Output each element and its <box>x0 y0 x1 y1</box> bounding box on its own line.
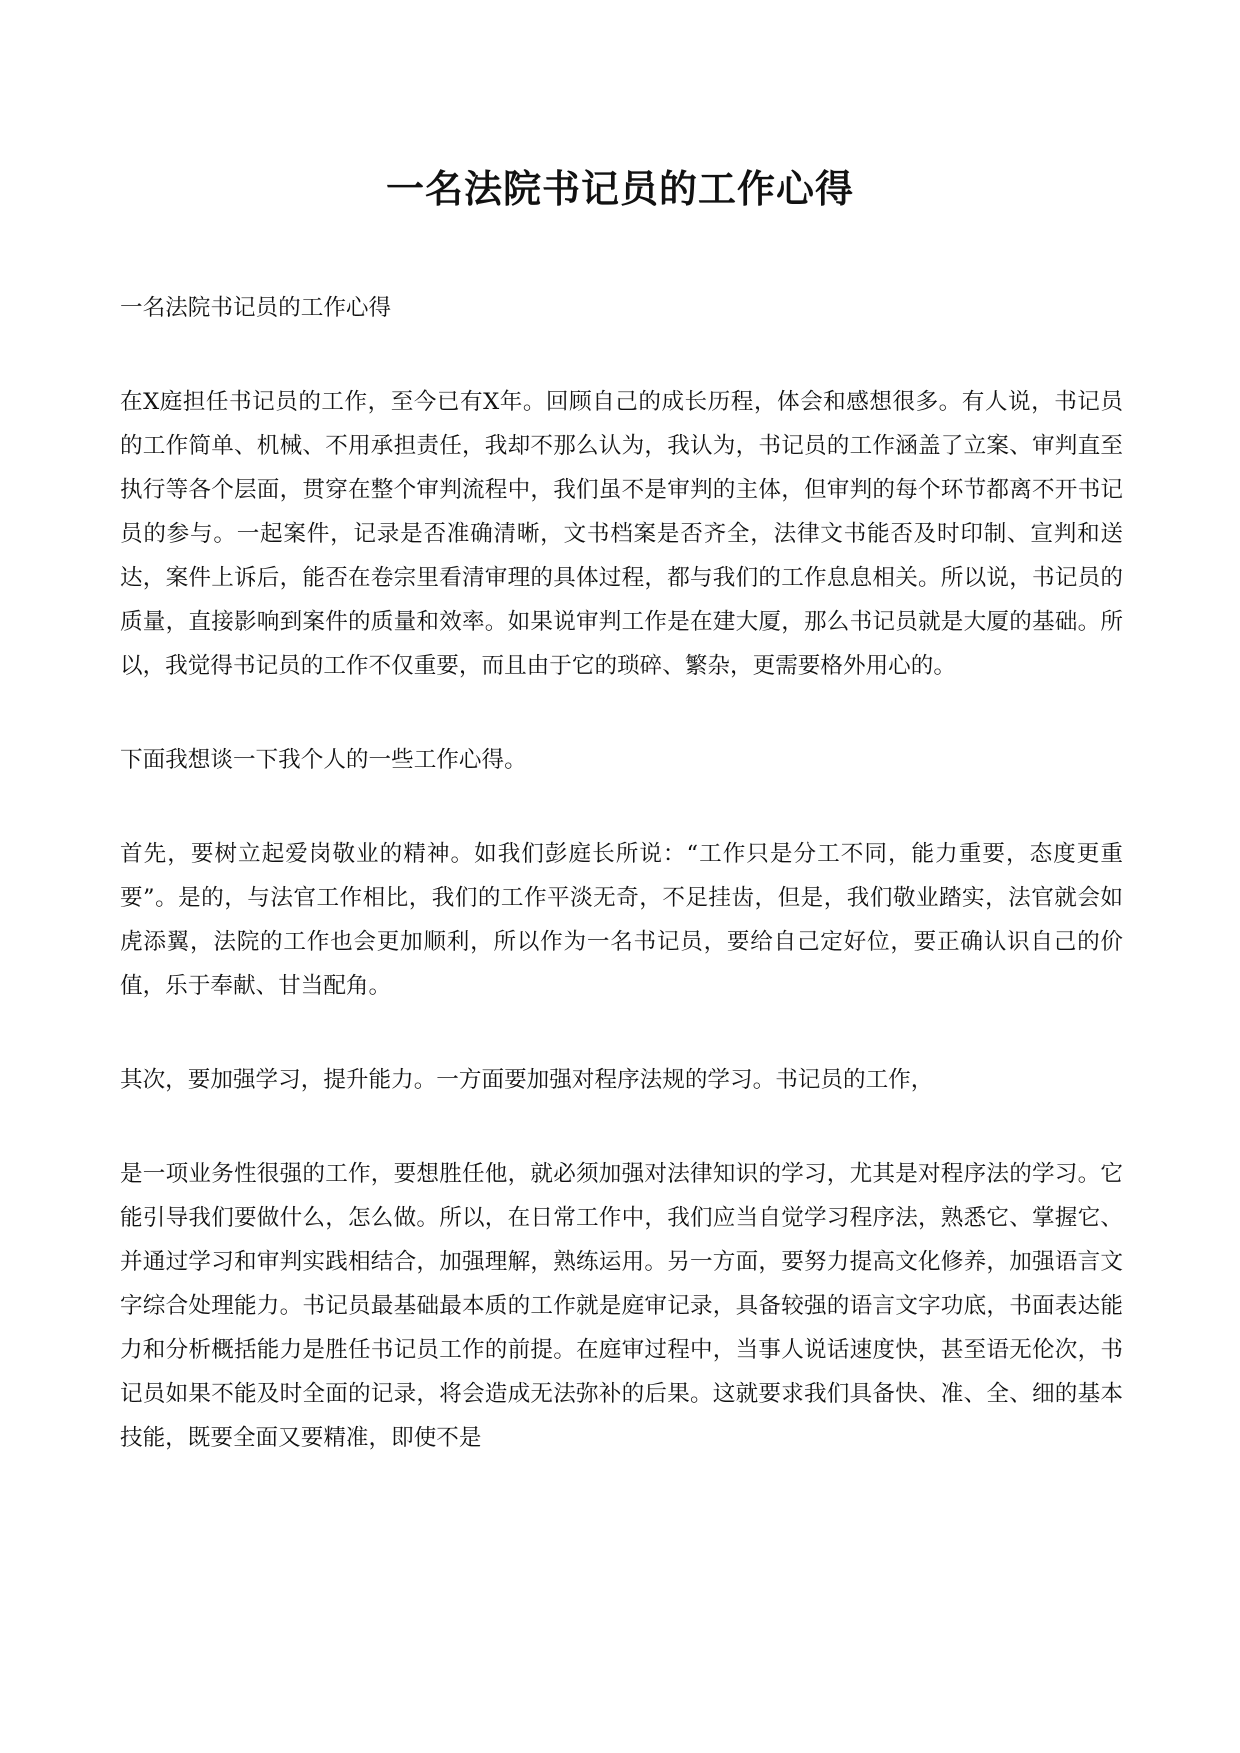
paragraph-first-point: 首先，要树立起爱岗敬业的精神。如我们彭庭长所说：“工作只是分工不同，能力重要，态度更重要”。是的，与法官工作相比，我们的工作平淡无奇，不足挂齿，但是，我们敬业踏实，法官就会如虎添翼，法院的工作也会更加顺利，所以作为一名书记员，要给自己定好位，要正确认识自己的价值，乐于奉献、甘当配角。 <box>120 841 1123 999</box>
paragraph-subtitle: 一名法院书记员的工作心得 <box>120 295 392 321</box>
paragraph-second-point-continued: 是一项业务性很强的工作，要想胜任他，就必须加强对法律知识的学习，尤其是对程序法的学习。它能引导我们要做什么，怎么做。所以，在日常工作中，我们应当自觉学习程序法，熟悉它、掌握它、并通过学习和审判实践相结合，加强理解，熟练运用。另一方面，要努力提高文化修养，加强语言文字综合处理能力。书记员最基础最本质的工作就是庭审记录，具备较强的语言文字功底，书面表达能力和分析概括能力是胜任书记员工作的前提。在庭审过程中，当事人说话速度快，甚至语无伦次，书记员如果不能及时全面的记录，将会造成无法弥补的后果。这就要求我们具备快、准、全、细的基本技能，既要全面又要精准，即使不是 <box>120 1161 1123 1451</box>
paragraph-transition: 下面我想谈一下我个人的一些工作心得。 <box>120 747 527 773</box>
paragraph-intro: 在X庭担任书记员的工作，至今已有X年。回顾自己的成长历程，体会和感想很多。有人说，书记员的工作简单、机械、不用承担责任，我却不那么认为，我认为，书记员的工作涵盖了立案、审判直至执行等各个层面，贯穿在整个审判流程中，我们虽不是审判的主体，但审判的每个环节都离不开书记员的参与。一起案件，记录是否准确清晰，文书档案是否齐全，法律文书能否及时印制、宣判和送达，案件上诉后，能否在卷宗里看清审理的具体过程，都与我们的工作息息相关。所以说，书记员的质量，直接影响到案件的质量和效率。如果说审判工作是在建大厦，那么书记员就是大厦的基础。所以，我觉得书记员的工作不仅重要，而且由于它的琐碎、繁杂，更需要格外用心的。 <box>120 389 1123 679</box>
document-title: 一名法院书记员的工作心得 <box>385 166 854 211</box>
document-body <box>120 286 1123 1510</box>
paragraph-second-point-start: 其次，要加强学习，提升能力。一方面要加强对程序法规的学习。书记员的工作， <box>120 1067 934 1093</box>
